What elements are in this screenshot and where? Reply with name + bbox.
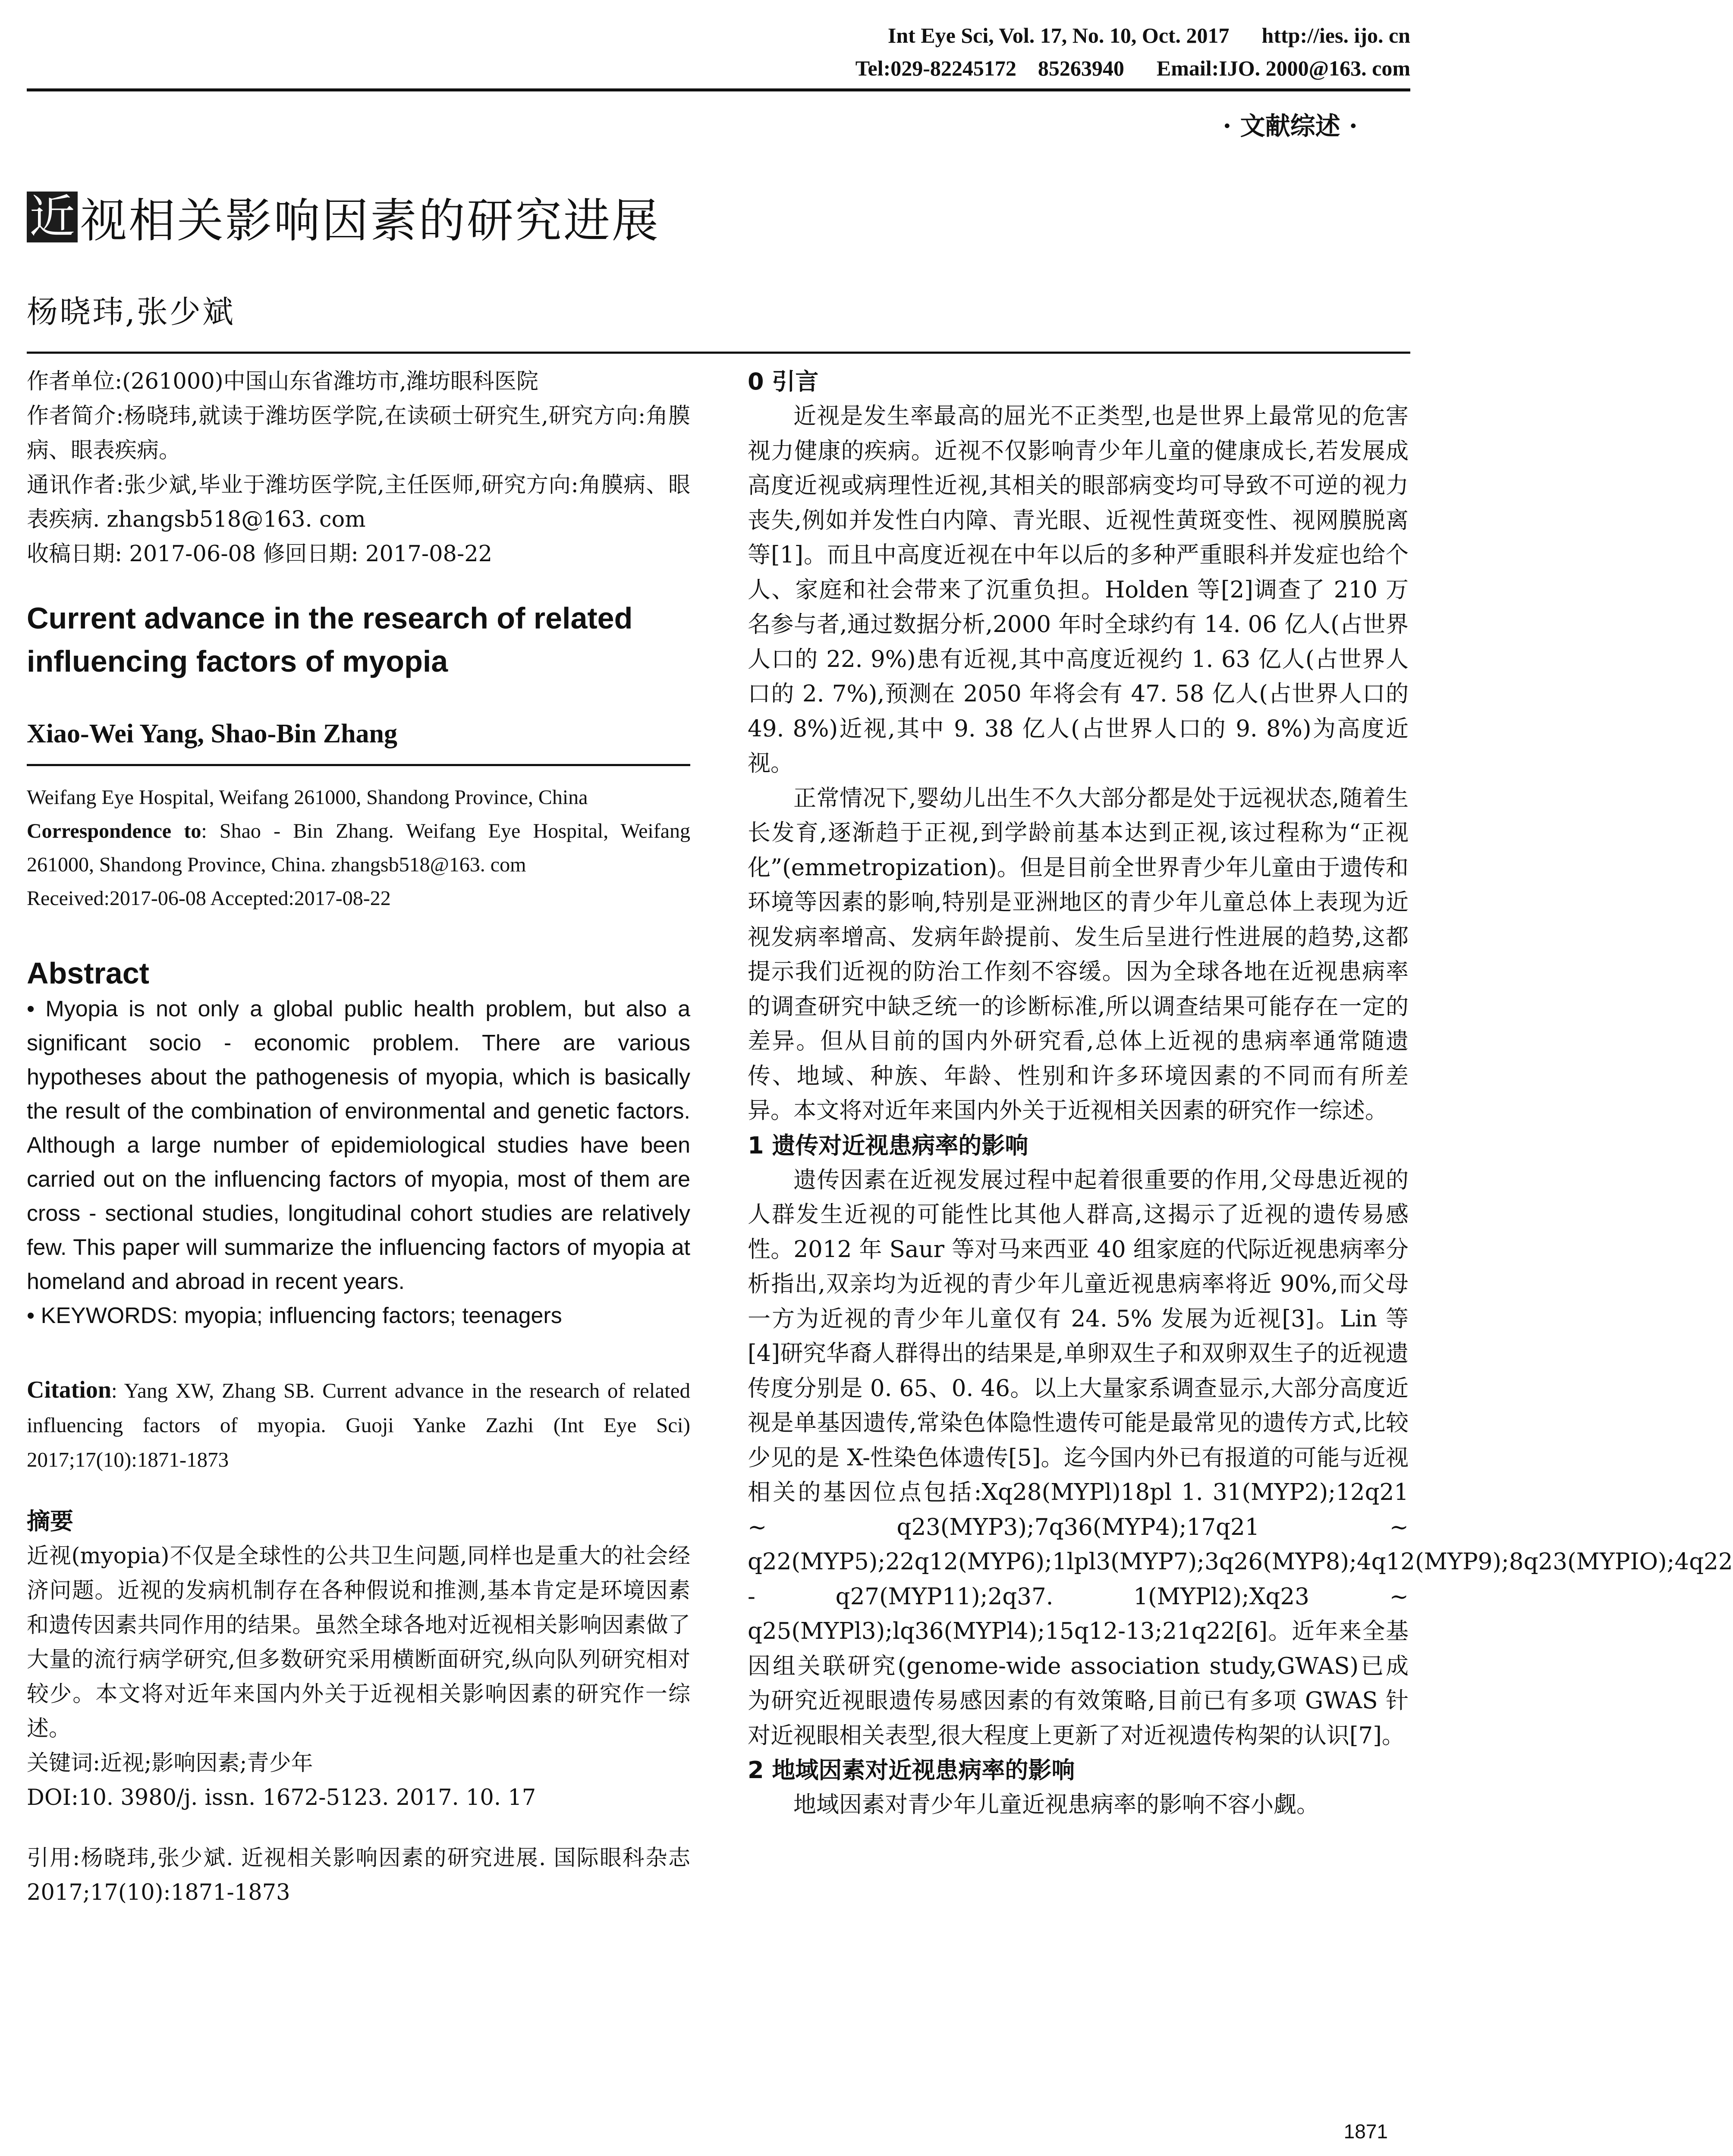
english-dates: Received:2017-06-08 Accepted:2017-08-22 (27, 887, 391, 910)
title-text: 视相关影响因素的研究进展 (80, 194, 660, 248)
section-0-paragraph-2: 正常情况下,婴幼儿出生不久大部分都是处于远视状态,随着生长发育,逐渐趋于正视,到学龄前基本达到正视,该过程称为“正视化”(emmetropization)。但是目前全世界青少年儿童由于遗传和环境等因素的影响,特别是亚洲地区的青少年儿童总体上表现为近视发病率增高、发病年龄提前、发生后呈进行性进展的趋势,这都提示我们近视的防治工作刻不容缓。因为全球各地在近视患病率的调查研究中缺乏统一的诊断标准,所以调查结果可能存在一定的差异。但从目前的国内外研究看,总体上近视的患病率通常随遗传、地域、种族、年龄、性别和许多环境因素的不同而有所差异。本文将对近年来国内外关于近视相关因素的研究作一综述。 (748, 785, 1409, 1124)
dates-cn: 收稿日期: 2017-06-08 修回日期: 2017-08-22 (27, 541, 493, 567)
english-title: Current advance in the research of related influencing factors of myopia (27, 601, 633, 678)
journal-header-line2: Tel:029-82245172 85263940 Email:IJO. 2000@163. com (855, 56, 1410, 80)
section-tag: · 文献综述 · (1223, 111, 1358, 141)
authors-rule (27, 764, 690, 766)
zh-abstract-heading: 摘要 (27, 1507, 73, 1535)
section-0-heading: 0 引言 (748, 368, 819, 395)
right-column (748, 365, 1733, 1823)
doi: DOI:10. 3980/j. issn. 1672-5123. 2017. 10. 17 (27, 1785, 536, 1810)
correspondence-label: Correspondence to (27, 820, 201, 842)
section-0-paragraph-1: 近视是发生率最高的屈光不正类型,也是世界上最常见的危害视力健康的疾病。近视不仅影响青少年儿童的健康成长,若发展成高度近视或病理性近视,其相关的眼部病变均可导致不可逆的视力丧失,例如并发性白内障、青光眼、近视性黄斑变性、视网膜脱离等[1]。而且中高度近视在中年以后的多种严重眼科并发症也给个人、家庭和社会带来了沉重负担。Holden 等[2]调查了 210 万名参与者,通过数据分析,2000 年时全球约有 14. 06 亿人(占世界人口的 22. 9%)患有近视,其中高度近视约 1. 63 亿人(占世界人口的 2. 7%),预测在 2050 年将会有 47. 58 亿人(占世界人口的 49. 8%)近视,其中 9. 38 亿人(占世界人口的 9. 8%)为高度近视。 (748, 403, 1409, 776)
abstract-heading: Abstract (27, 956, 149, 990)
author-unit: 作者单位:(261000)中国山东省潍坊市,潍坊眼科医院 (27, 369, 538, 394)
section-2-paragraph-1: 地域因素对青少年儿童近视患病率的影响不容小觑。 (793, 1791, 1319, 1818)
english-correspondence (27, 814, 690, 882)
title-initial: 近 (27, 192, 78, 242)
english-affiliation: Weifang Eye Hospital, Weifang 261000, Shandong Province, China (27, 786, 588, 809)
header-rule (27, 88, 1410, 91)
article-title (27, 183, 660, 250)
zh-citation: 引用:杨晓玮,张少斌. 近视相关影响因素的研究进展. 国际眼科杂志 2017;17(10):1871-1873 (27, 1845, 690, 1905)
page-number: 1871 (1343, 2120, 1388, 2143)
left-column (27, 365, 690, 1910)
zh-keywords: 关键词:近视;影响因素;青少年 (27, 1751, 313, 1776)
citation (27, 1373, 690, 1477)
section-1-heading: 1 遗传对近视患病率的影响 (748, 1131, 1028, 1159)
journal-header-line1: Int Eye Sci, Vol. 17, No. 10, Oct. 2017 http://ies. ijo. cn (887, 23, 1410, 47)
section-1-paragraph-1: 遗传因素在近视发展过程中起着很重要的作用,父母患近视的人群发生近视的可能性比其他人群高,这揭示了近视的遗传易感性。2012 年 Saur 等对马来西亚 40 组家庭的代际近视患病率分析指出,双亲均为近视的青少年儿童近视患病率将近 90%,而父母一方为近视的青少年儿童仅有 24. 5% 发展为近视[3]。Lin 等[4]研究华裔人群得出的结果是,单卵双生子和双卵双生子的近视遗传度分别是 0. 65、0. 46。以上大量家系调查显示,大部分高度近视是单基因遗传,常染色体隐性遗传可能是最常见的遗传方式,比较少见的是 X-性染色体遗传[5]。迄今国内外已有报道的可能与近视相关的基因位点包括:Xq28(MYPl)18pl 1. 31(MYP2);12q21 ~ q23(MYP3);7q36(MYP4);17q21 ~ q22(MYP5);22q12(MYP6);1lpl3(MYP7);3q26(MYP8);4q12(MYP9);8q23(MYPIO);4q22 - q27(MYP11);2q37. 1(MYPl2);Xq23 ~ q25(MYPl3);lq36(MYPl4);15q12-13;21q22[6]。近年来全基因组关联研究(genome-wide association study,GWAS)已成为研究近视眼遗传易感因素的有效策略,目前已有多项 GWAS 针对近视眼相关表型,很大程度上更新了对近视遗传构架的认识[7]。 (748, 1166, 1733, 1749)
corresponding-author: 通讯作者:张少斌,毕业于潍坊医学院,主任医师,研究方向:角膜病、眼表疾病. zhangsb518@163. com (27, 472, 690, 532)
citation-label: Citation (27, 1377, 111, 1403)
abstract-body: • Myopia is not only a global public health problem, but also a significant socio - economic problem. There are various hypotheses about the pathogenesis of myopia, which is basically the result of the combination of environmental and genetic factors. Although a large number of epidemiological studies have been carried out on the influencing factors of myopia, most of them are cross - sectional studies, longitudinal cohort studies are relatively few. This paper will summarize the influencing factors of myopia at homeland and abroad in recent years. (27, 996, 690, 1294)
title-rule (27, 352, 1410, 354)
english-authors: Xiao-Wei Yang, Shao-Bin Zhang (27, 719, 398, 748)
authors-cn: 杨晓玮,张少斌 (27, 294, 235, 330)
zh-abstract-body: 近视(myopia)不仅是全球性的公共卫生问题,同样也是重大的社会经济问题。近视的发病机制存在各种假说和推测,基本肯定是环境因素和遗传因素共同作用的结果。虽然全球各地对近视相关影响因素做了大量的流行病学研究,但多数研究采用横断面研究,纵向队列研究相对较少。本文将对近年来国内外关于近视相关影响因素的研究作一综述。 (27, 1543, 690, 1741)
author-intro: 作者简介:杨晓玮,就读于潍坊医学院,在读硕士研究生,研究方向:角膜病、眼表疾病。 (27, 403, 690, 463)
citation-text: : Yang XW, Zhang SB. Current advance in the research of related influencing factors of myopia. Guoji Yanke Zazhi (Int Eye Sci) 2017;17(10):1871-1873 (27, 1379, 690, 1471)
abstract-keywords: • KEYWORDS: myopia; influencing factors; teenagers (27, 1303, 562, 1328)
section-2-heading: 2 地域因素对近视患病率的影响 (748, 1757, 1075, 1784)
correspondence-text: : Shao - Bin Zhang. Weifang Eye Hospital, Weifang 261000, Shandong Province, China. zhangsb518@163. com (27, 820, 690, 876)
